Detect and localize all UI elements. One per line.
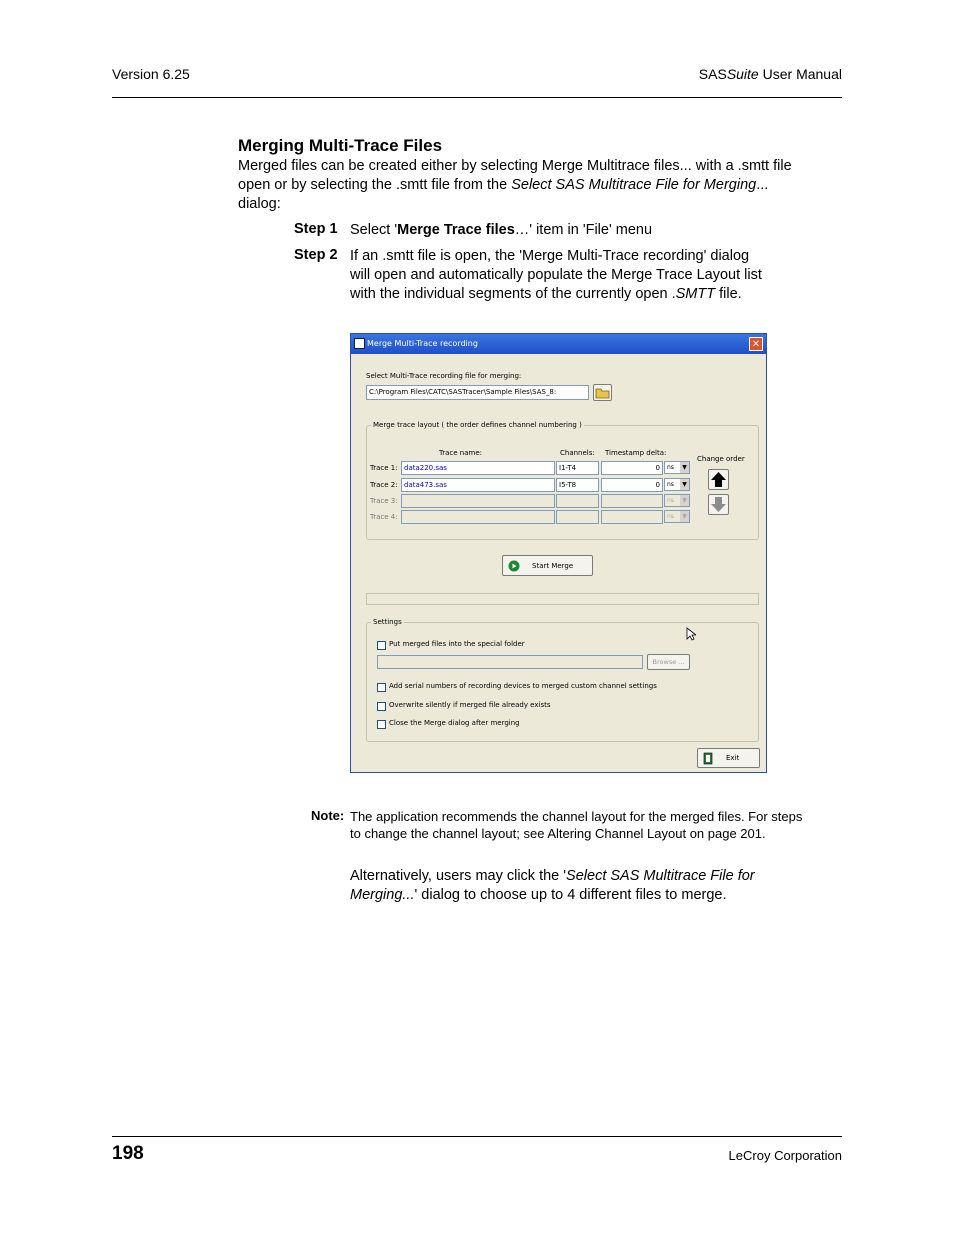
note-text <box>350 808 850 842</box>
step-2-text <box>350 247 790 304</box>
folder-icon <box>594 385 611 400</box>
serial-numbers-label: Add serial numbers of recording devices to merged custom channel settings <box>389 682 657 690</box>
alt-line-2b: ' dialog to choose up to 4 different files to merge. <box>414 887 727 903</box>
step-2-label: Step 2 <box>294 247 338 263</box>
arrow-up-icon <box>709 470 728 489</box>
arrow-down-icon <box>709 495 728 514</box>
special-folder-path <box>377 655 643 669</box>
trace-row-1-unit[interactable] <box>664 461 690 474</box>
trace-row-4-name <box>401 510 555 524</box>
col-channels: Channels: <box>560 449 595 457</box>
manual-italic: Suite <box>726 66 759 82</box>
intro-line-2a: open or by selecting the .smtt file from the <box>238 177 512 193</box>
serial-numbers-checkbox[interactable] <box>377 683 386 692</box>
note-label: Note: <box>311 808 345 823</box>
trace-row-3-delta <box>601 494 663 508</box>
trace-row-4-label: Trace 4: <box>370 513 398 521</box>
change-order-label: Change order <box>697 455 745 463</box>
close-icon[interactable]: ✕ <box>749 337 763 351</box>
merge-dialog <box>350 333 767 773</box>
manual-prefix: SAS <box>698 66 727 82</box>
footer-company: LeCroy Corporation <box>728 1148 842 1163</box>
alt-line-2 <box>350 886 810 905</box>
step-1-label: Step 1 <box>294 221 338 237</box>
step-1-pre: Select ' <box>350 222 398 238</box>
trace-row-4-unit <box>664 510 690 523</box>
col-timestamp: Timestamp delta: <box>605 449 667 457</box>
dropdown-arrow-icon: ▼ <box>680 495 689 506</box>
trace-row-1-channels[interactable]: I1-T4 <box>556 461 599 475</box>
trace-row-4-unit-value: ns <box>667 513 674 520</box>
trace-row-3-channels <box>556 494 599 508</box>
start-merge-button[interactable] <box>502 555 593 576</box>
progress-bar <box>366 593 759 605</box>
special-folder-label: Put merged files into the special folder <box>389 640 525 648</box>
mouse-pointer-icon <box>686 627 696 641</box>
intro-paragraph <box>238 157 848 214</box>
footer-rule <box>112 1136 842 1137</box>
close-after-merge-label: Close the Merge dialog after merging <box>389 719 520 727</box>
open-folder-button[interactable] <box>593 384 612 401</box>
page-number: 198 <box>112 1143 144 1164</box>
browse-button: Browse ... <box>647 654 690 670</box>
step-2-line-3a: with the individual segments of the currently open . <box>350 286 676 302</box>
exit-door-icon <box>703 752 715 765</box>
header-manual-title <box>699 66 842 82</box>
dialog-app-icon <box>354 338 365 349</box>
dropdown-arrow-icon: ▼ <box>680 479 689 490</box>
step-2-line-1: If an .smtt file is open, the 'Merge Multi-Trace recording' dialog <box>350 248 750 264</box>
dialog-title: Merge Multi-Trace recording <box>367 339 478 348</box>
trace-row-2-label: Trace 2: <box>370 481 398 489</box>
intro-line-3: dialog: <box>238 196 281 212</box>
intro-line-1: Merged files can be created either by selecting Merge Multitrace files... with a .smtt file <box>238 158 792 174</box>
step-2-line-3c: file. <box>715 286 742 302</box>
select-file-label: Select Multi-Trace recording file for merging: <box>366 372 522 380</box>
alt-line-2a: Merging... <box>350 887 415 903</box>
alt-line-1b: Select SAS Multitrace File for <box>566 868 755 884</box>
step-2-line-3b: SMTT <box>675 286 716 302</box>
trace-row-2-delta[interactable]: 0 <box>601 478 663 492</box>
settings-label: Settings <box>373 618 402 626</box>
dropdown-arrow-icon: ▼ <box>680 511 689 522</box>
header-rule <box>112 97 842 98</box>
file-path-field[interactable]: C:\Program Files\CATC\SASTracer\Sample Files\SAS_8: <box>366 385 589 400</box>
step-2-line-2: will open and automatically populate the Merge Trace Layout list <box>350 267 762 283</box>
trace-row-1-name[interactable]: data220.sas <box>401 461 555 475</box>
alt-line-1a: Alternatively, users may click the ' <box>350 868 567 884</box>
overwrite-checkbox[interactable] <box>377 702 386 711</box>
header-version: Version 6.25 <box>112 66 190 82</box>
trace-row-4-channels <box>556 510 599 524</box>
move-down-button <box>708 494 729 515</box>
trace-row-3-label: Trace 3: <box>370 497 398 505</box>
start-merge-label: Start Merge <box>532 562 574 570</box>
special-folder-checkbox[interactable] <box>377 641 386 650</box>
intro-line-2c: ... <box>756 177 769 193</box>
step-2-line-3 <box>350 285 790 304</box>
trace-row-4-delta <box>601 510 663 524</box>
intro-line-2 <box>238 176 848 195</box>
col-trace-name: Trace name: <box>439 449 483 457</box>
note-line-2: to change the channel layout; see Altering Channel Layout on page 201. <box>350 826 766 841</box>
manual-suffix: User Manual <box>758 66 842 82</box>
trace-row-3-unit-value: ns <box>667 497 674 504</box>
move-up-button[interactable] <box>708 469 729 490</box>
intro-line-2b: Select SAS Multitrace File for Merging <box>511 177 757 193</box>
trace-row-2-name[interactable]: data473.sas <box>401 478 555 492</box>
dropdown-arrow-icon: ▼ <box>680 462 689 473</box>
trace-row-1-label: Trace 1: <box>370 464 398 472</box>
trace-row-1-unit-value: ns <box>667 464 674 471</box>
merge-layout-label: Merge trace layout ( the order defines channel numbering ) <box>373 421 582 429</box>
step-1-bold: Merge Trace files <box>397 222 515 238</box>
trace-row-3-unit <box>664 494 690 507</box>
dialog-titlebar <box>351 334 766 354</box>
overwrite-label: Overwrite silently if merged file already exists <box>389 701 551 709</box>
alt-paragraph <box>350 867 810 905</box>
step-1-text <box>350 221 652 240</box>
alt-line-1 <box>350 867 810 886</box>
trace-row-1-delta[interactable]: 0 <box>601 461 663 475</box>
section-title: Merging Multi-Trace Files <box>238 136 443 155</box>
play-icon <box>508 560 520 572</box>
exit-label: Exit <box>726 754 740 762</box>
trace-row-2-channels[interactable]: I5-T8 <box>556 478 599 492</box>
trace-row-3-name <box>401 494 555 508</box>
note-line-1: The application recommends the channel layout for the merged files. For steps <box>350 809 803 824</box>
step-1-post: …' item in 'File' menu <box>514 222 653 238</box>
close-after-merge-checkbox[interactable] <box>377 720 386 729</box>
trace-row-2-unit[interactable] <box>664 478 690 491</box>
exit-button[interactable] <box>697 748 760 768</box>
trace-row-2-unit-value: ns <box>667 481 674 488</box>
